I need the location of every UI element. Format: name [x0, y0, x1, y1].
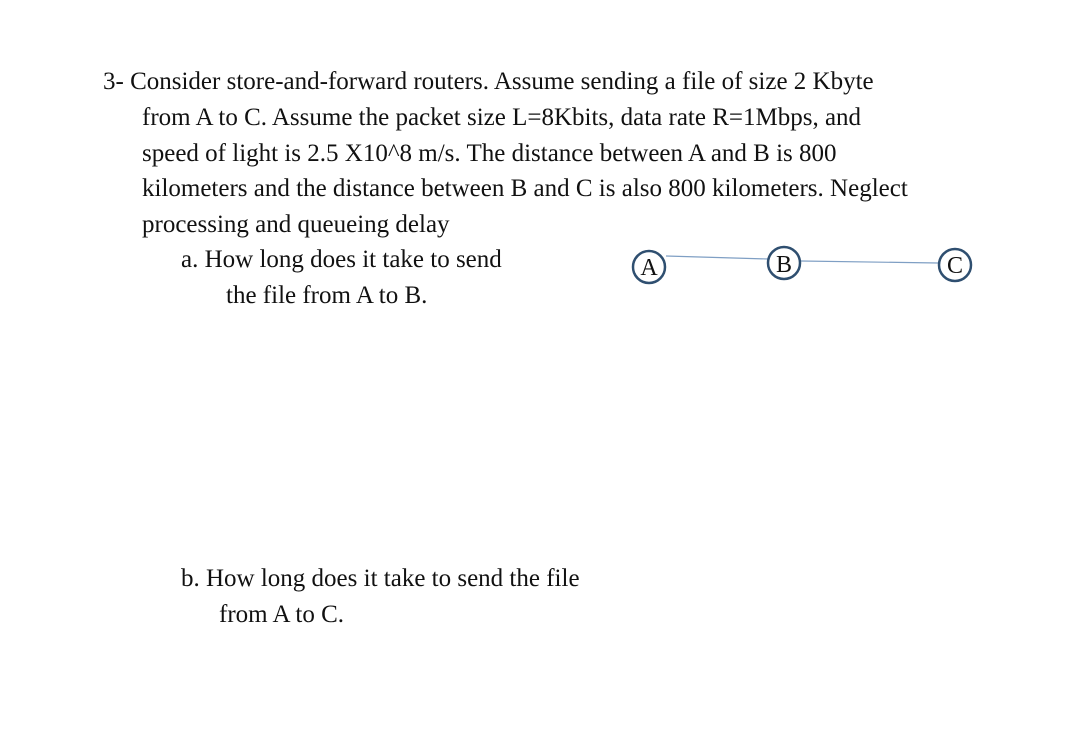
node-a: [633, 251, 665, 283]
part-b-line-1: b. How long does it take to send the file: [181, 565, 580, 592]
node-b: [768, 247, 800, 279]
network-diagram: [620, 236, 990, 296]
question-line-3: speed of light is 2.5 X10^8 m/s. The distance between A and B is 800: [142, 140, 837, 167]
question-line-5: processing and queueing delay: [142, 211, 450, 238]
question-line-2: from A to C. Assume the packet size L=8Kbits, data rate R=1Mbps, and: [142, 104, 862, 131]
part-b-line-2: from A to C.: [219, 601, 345, 628]
question-line-4: kilometers and the distance between B and C is also 800 kilometers. Neglect: [142, 175, 908, 202]
link-a-b: [666, 256, 768, 259]
node-b-label: B: [775, 252, 793, 278]
question-line-1: 3- Consider store-and-forward routers. Assume sending a file of size 2 Kbyte: [103, 68, 874, 95]
part-a-line-1: a. How long does it take to send: [181, 246, 502, 273]
node-a-label: A: [640, 255, 658, 281]
part-a-line-2: the file from A to B.: [226, 282, 428, 309]
node-c: [939, 249, 971, 281]
node-c-label: C: [946, 253, 964, 279]
link-b-c: [801, 261, 938, 263]
